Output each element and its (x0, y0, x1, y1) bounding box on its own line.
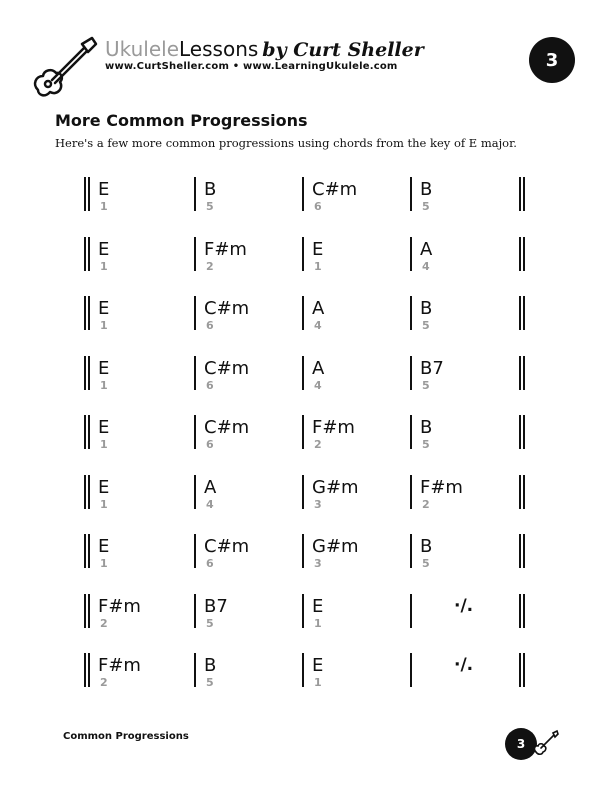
brand-ukulele: Ukulele (105, 37, 180, 61)
brand-author: by Curt Sheller (262, 39, 424, 61)
end-double-barline (519, 594, 525, 628)
barline (302, 296, 304, 330)
barline (410, 475, 412, 509)
end-double-barline (519, 415, 525, 449)
barline (302, 356, 304, 390)
scale-degree: 2 (100, 616, 108, 630)
chord-name: B (204, 655, 217, 676)
chord-name: F#m (420, 476, 463, 498)
progression-row (0, 415, 612, 461)
chord-name: G#m (312, 536, 359, 557)
progression-row (0, 534, 612, 580)
start-double-barline (84, 534, 90, 568)
chord-name: F#m (204, 238, 247, 260)
barline (194, 594, 196, 628)
scale-degree: 6 (206, 438, 214, 451)
barline (410, 177, 412, 211)
chord-name: E (312, 595, 324, 617)
barline (302, 594, 304, 628)
chord-name: F#m (98, 595, 141, 617)
barline (410, 415, 412, 449)
scale-degree: 5 (206, 200, 214, 213)
progression-row (0, 475, 612, 521)
scale-degree: 1 (100, 200, 108, 213)
brand-lessons: Lessons (179, 37, 259, 61)
barline (194, 356, 196, 390)
barline (302, 237, 304, 271)
repeat-measure-sign: ·/. (454, 655, 474, 675)
chord-name: G#m (312, 476, 359, 498)
scale-degree: 4 (314, 319, 322, 332)
barline (194, 237, 196, 271)
barline (302, 475, 304, 509)
scale-degree: 6 (314, 200, 322, 213)
footer-ukulele-icon (530, 728, 560, 758)
chord-name: B7 (204, 595, 228, 617)
chord-name: E (98, 298, 110, 319)
barline (410, 594, 412, 628)
scale-degree: 1 (100, 497, 108, 511)
barline (194, 653, 196, 687)
scale-degree: 6 (206, 319, 214, 332)
scale-degree: 1 (100, 438, 108, 451)
barline (302, 653, 304, 687)
barline (410, 356, 412, 390)
chord-name: F#m (98, 655, 141, 676)
barline (194, 534, 196, 568)
end-double-barline (519, 177, 525, 211)
brand-urls: www.CurtSheller.com • www.LearningUkulele.com (105, 61, 398, 72)
progression-row (0, 594, 612, 640)
scale-degree: 1 (314, 259, 322, 273)
progression-row (0, 177, 612, 223)
barline (410, 534, 412, 568)
scale-degree: 1 (100, 557, 108, 570)
scale-degree: 1 (314, 676, 322, 689)
chord-name: E (312, 238, 324, 260)
chord-name: A (312, 298, 325, 319)
scale-degree: 1 (100, 319, 108, 332)
scale-degree: 2 (206, 259, 214, 273)
barline (302, 534, 304, 568)
start-double-barline (84, 356, 90, 390)
scale-degree: 2 (314, 438, 322, 451)
start-double-barline (84, 594, 90, 628)
barline (410, 296, 412, 330)
chord-name: B7 (420, 357, 444, 379)
chord-name: E (98, 476, 110, 498)
barline (302, 177, 304, 211)
end-double-barline (519, 653, 525, 687)
section-intro: Here's a few more common progressions using chords from the key of E major. (55, 136, 517, 150)
chord-name: E (98, 238, 110, 260)
progression-row (0, 237, 612, 283)
scale-degree: 2 (100, 676, 108, 689)
end-double-barline (519, 475, 525, 509)
barline (194, 177, 196, 211)
chord-name: C#m (204, 536, 250, 557)
chord-name: C#m (204, 298, 250, 319)
scale-degree: 4 (422, 259, 430, 273)
barline (194, 296, 196, 330)
chord-name: E (98, 357, 110, 379)
barline (194, 475, 196, 509)
chord-name: B (420, 417, 433, 438)
chord-name: A (204, 476, 217, 498)
chord-name: B (420, 179, 433, 200)
barline (302, 415, 304, 449)
start-double-barline (84, 296, 90, 330)
start-double-barline (84, 415, 90, 449)
start-double-barline (84, 237, 90, 271)
chord-name: F#m (312, 417, 355, 438)
chord-name: A (420, 238, 433, 260)
scale-degree: 5 (206, 676, 214, 689)
chord-name: E (312, 655, 324, 676)
scale-degree: 5 (422, 438, 430, 451)
end-double-barline (519, 296, 525, 330)
scale-degree: 6 (206, 378, 214, 392)
scale-degree: 5 (422, 557, 430, 570)
end-double-barline (519, 356, 525, 390)
progression-row (0, 356, 612, 402)
scale-degree: 4 (206, 497, 214, 511)
scale-degree: 1 (314, 616, 322, 630)
end-double-barline (519, 237, 525, 271)
scale-degree: 6 (206, 557, 214, 570)
scale-degree: 5 (422, 319, 430, 332)
section-title: More Common Progressions (55, 111, 308, 130)
footer-page-badge: 3 (505, 728, 537, 760)
scale-degree: 3 (314, 557, 322, 570)
repeat-measure-sign: ·/. (454, 595, 474, 616)
scale-degree: 5 (422, 200, 430, 213)
chord-name: B (204, 179, 217, 200)
chord-name: C#m (204, 417, 250, 438)
scale-degree: 5 (206, 616, 214, 630)
scale-degree: 4 (314, 378, 322, 392)
chord-name: C#m (312, 179, 358, 200)
chord-name: A (312, 357, 325, 379)
start-double-barline (84, 177, 90, 211)
barline (194, 415, 196, 449)
barline (410, 237, 412, 271)
scale-degree: 3 (314, 497, 322, 511)
footer-section-label: Common Progressions (63, 731, 189, 742)
chord-name: C#m (204, 357, 250, 379)
scale-degree: 2 (422, 497, 430, 511)
chord-name: B (420, 536, 433, 557)
chord-name: B (420, 298, 433, 319)
scale-degree: 1 (100, 378, 108, 392)
progression-row (0, 653, 612, 699)
barline (410, 653, 412, 687)
start-double-barline (84, 653, 90, 687)
page-number-badge: 3 (529, 37, 575, 83)
scale-degree: 1 (100, 259, 108, 273)
start-double-barline (84, 475, 90, 509)
scale-degree: 5 (422, 378, 430, 392)
chord-name: E (98, 417, 110, 438)
end-double-barline (519, 534, 525, 568)
progression-row (0, 296, 612, 342)
chord-name: E (98, 179, 110, 200)
chord-name: E (98, 536, 110, 557)
